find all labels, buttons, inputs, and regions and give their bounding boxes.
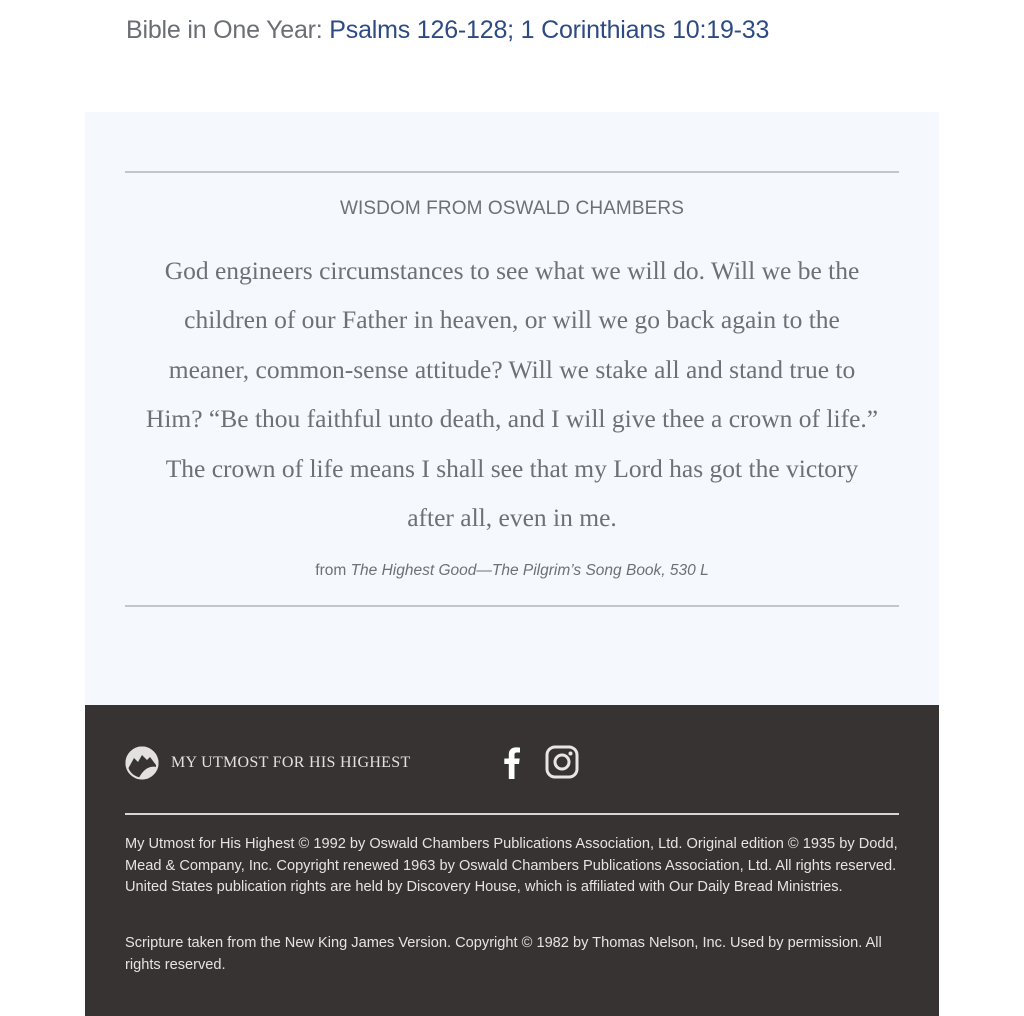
- divider: [125, 813, 899, 815]
- site-footer: [85, 705, 939, 1016]
- footer-brand-name: MY UTMOST FOR HIS HIGHEST: [171, 754, 411, 771]
- wisdom-section: [85, 112, 939, 705]
- scripture-notice: Scripture taken from the New King James Version. Copyright © 1982 by Thomas Nelson, Inc. Used by permission. All rights reserved.: [125, 935, 882, 973]
- wisdom-source-prefix: from: [315, 562, 351, 579]
- wisdom-heading: WISDOM FROM OSWALD CHAMBERS: [339, 198, 684, 219]
- wisdom-source: [85, 562, 939, 580]
- divider: [125, 605, 899, 607]
- bible-in-one-year-label: Bible in One Year:: [126, 16, 330, 44]
- wisdom-quote: God engineers circumstances to see what we will do. Will we be the children of our Father in heaven, or will we go back again to the meaner, common-sense attitude? Will we stake all and stand true to Him? “Be thou faithful unto death, and I will give thee a crown of life.” The crown of life means I shall see that my Lord has got the victory after all, even in me.: [145, 256, 879, 533]
- bible-reading-link[interactable]: Psalms 126-128; 1 Corinthians 10:19-33: [329, 16, 770, 44]
- wisdom-source-title: The Highest Good—The Pilgrim’s Song Book, 530 L: [350, 562, 709, 579]
- social-links: [499, 745, 579, 779]
- instagram-icon[interactable]: [545, 745, 579, 779]
- footer-logo[interactable]: [125, 746, 411, 780]
- copyright-notice: My Utmost for His Highest © 1992 by Oswald Chambers Publications Association, Ltd. Original edition © 1935 by Dodd, Mead & Company, Inc. Copyright renewed 1963 by Oswald Chambers Publications Association, Ltd. All rights reserved. United States publication rights are held by Discovery House, which is affiliated with Our Daily Bread Ministries.: [125, 836, 898, 895]
- facebook-icon[interactable]: [499, 745, 523, 779]
- divider: [125, 171, 899, 173]
- mountain-globe-icon: [125, 746, 159, 780]
- bible-in-one-year: [126, 16, 769, 45]
